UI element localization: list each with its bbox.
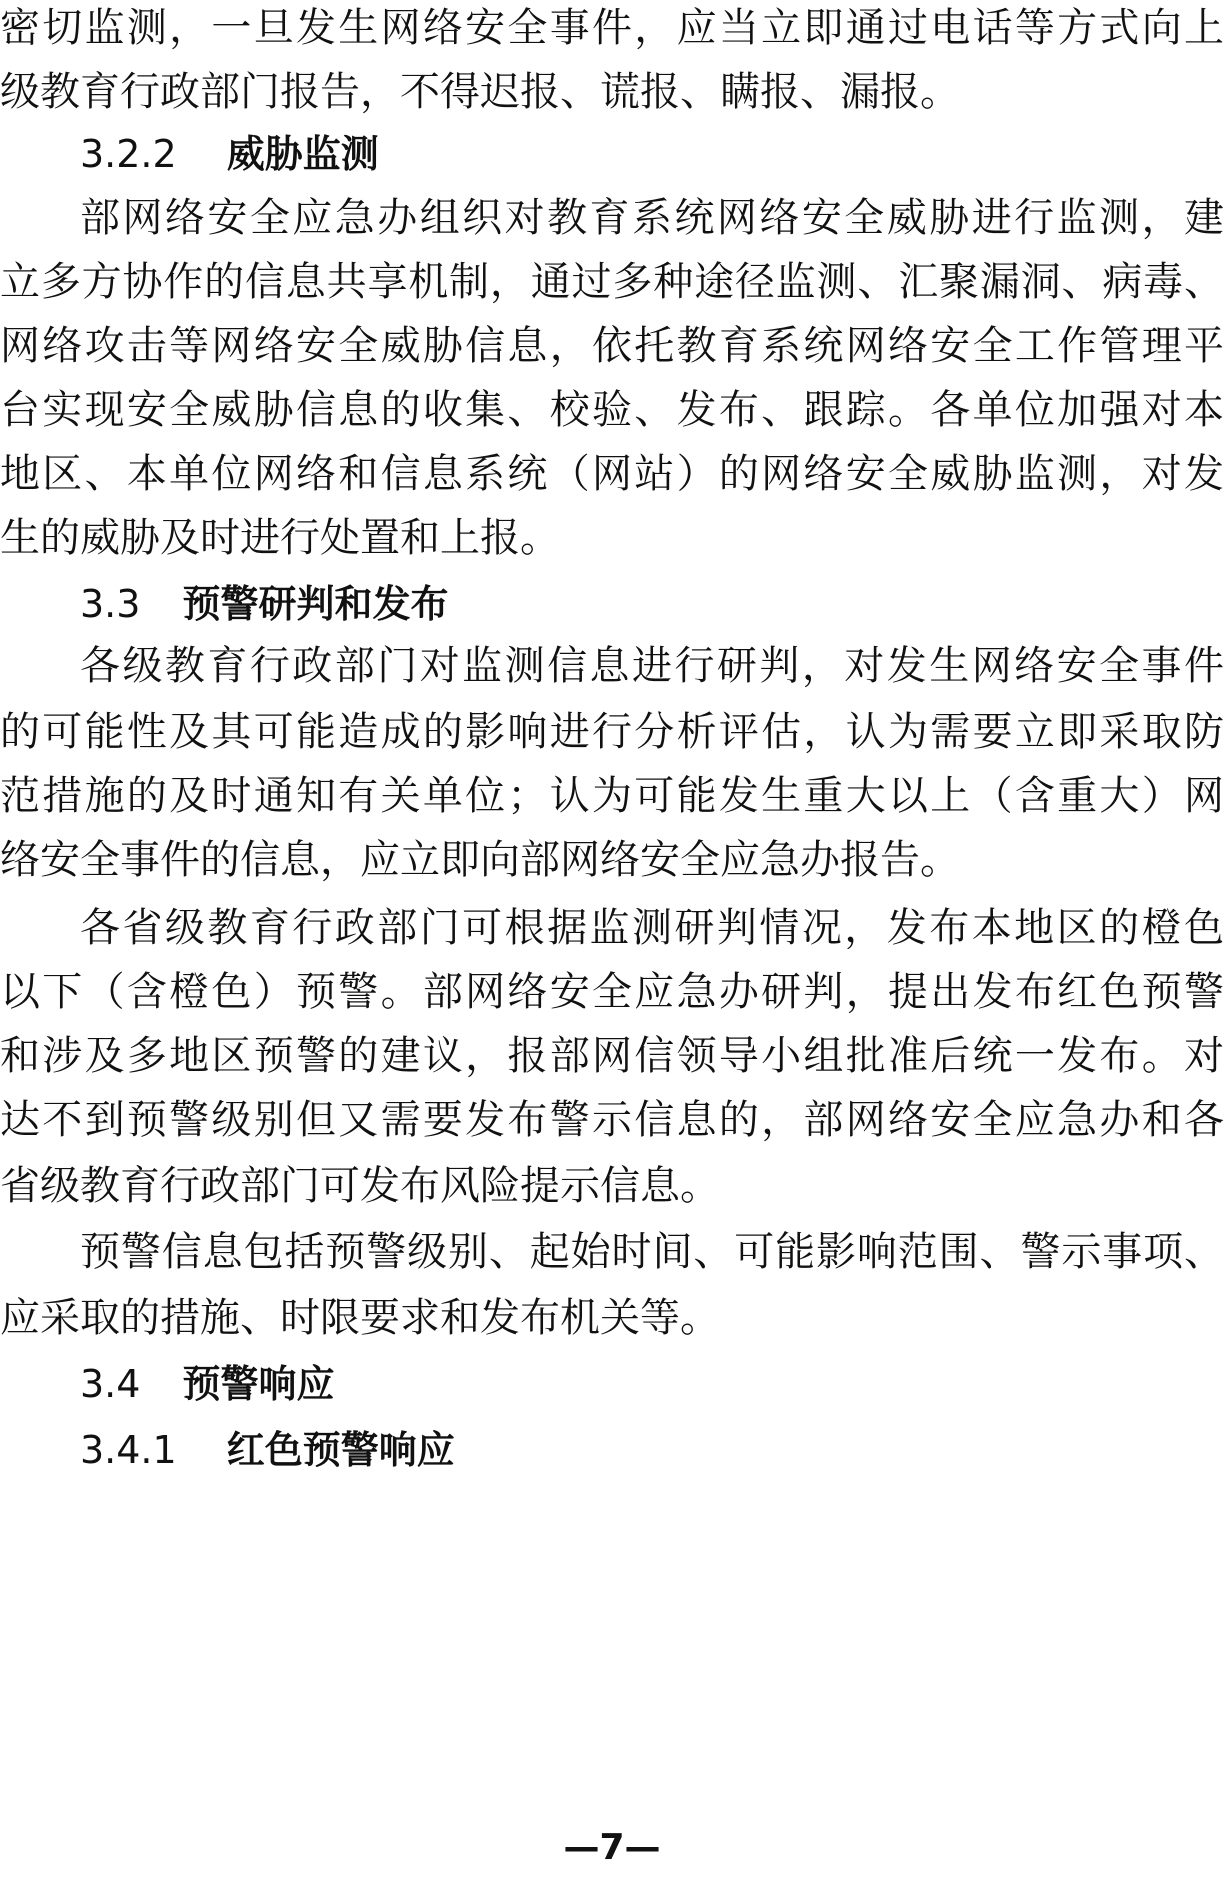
- body-line: 省级教育行政部门可发布风险提示信息。: [0, 1163, 720, 1209]
- section-heading-3-3: [80, 578, 1224, 630]
- body-line: 和涉及多地区预警的建议，报部网信领导小组批准后统一发布。对: [0, 1033, 1224, 1079]
- body-line: 预警信息包括预警级别、起始时间、可能影响范围、警示事项、: [80, 1229, 1224, 1275]
- heading-title: 预警响应: [182, 1362, 335, 1406]
- heading-title: 威胁监测: [226, 132, 379, 176]
- body-line: 范措施的及时通知有关单位；认为可能发生重大以上（含重大）网: [0, 773, 1224, 819]
- body-line: 地区、本单位网络和信息系统（网站）的网络安全威胁监测，对发: [0, 451, 1224, 497]
- body-line: 以下（含橙色）预警。部网络安全应急办研判，提出发布红色预警: [0, 969, 1224, 1015]
- body-line: 各级教育行政部门对监测信息进行研判，对发生网络安全事件: [80, 643, 1224, 689]
- body-line: 应采取的措施、时限要求和发布机关等。: [0, 1295, 720, 1341]
- heading-number: 3.2.2: [80, 132, 177, 176]
- heading-title: 预警研判和发布: [182, 582, 449, 626]
- section-heading-3-4: [80, 1358, 1224, 1410]
- heading-number: 3.4: [80, 1362, 141, 1406]
- body-line: 立多方协作的信息共享机制，通过多种途径监测、汇聚漏洞、病毒、: [0, 259, 1224, 305]
- body-line: 台实现安全威胁信息的收集、校验、发布、跟踪。各单位加强对本: [0, 387, 1224, 433]
- body-line: 络安全事件的信息，应立即向部网络安全应急办报告。: [0, 837, 960, 883]
- body-line: 部网络安全应急办组织对教育系统网络安全威胁进行监测，建: [80, 195, 1224, 241]
- heading-number: 3.4.1: [80, 1428, 177, 1472]
- section-heading-3-2-2: [80, 128, 1224, 180]
- heading-number: 3.3: [80, 582, 141, 626]
- body-line: 生的威胁及时进行处置和上报。: [0, 515, 560, 561]
- body-line: 各省级教育行政部门可根据监测研判情况，发布本地区的橙色: [80, 905, 1224, 951]
- body-line: 的可能性及其可能造成的影响进行分析评估，认为需要立即采取防: [0, 709, 1224, 755]
- section-heading-3-4-1: [80, 1424, 1224, 1476]
- page-number: —7—: [563, 1827, 661, 1868]
- heading-title: 红色预警响应: [226, 1428, 455, 1472]
- body-line: 级教育行政部门报告，不得迟报、谎报、瞒报、漏报。: [0, 69, 960, 115]
- body-line: 达不到预警级别但又需要发布警示信息的，部网络安全应急办和各: [0, 1097, 1224, 1143]
- body-line: 密切监测，一旦发生网络安全事件，应当立即通过电话等方式向上: [0, 5, 1224, 51]
- body-line: 网络攻击等网络安全威胁信息，依托教育系统网络安全工作管理平: [0, 323, 1224, 369]
